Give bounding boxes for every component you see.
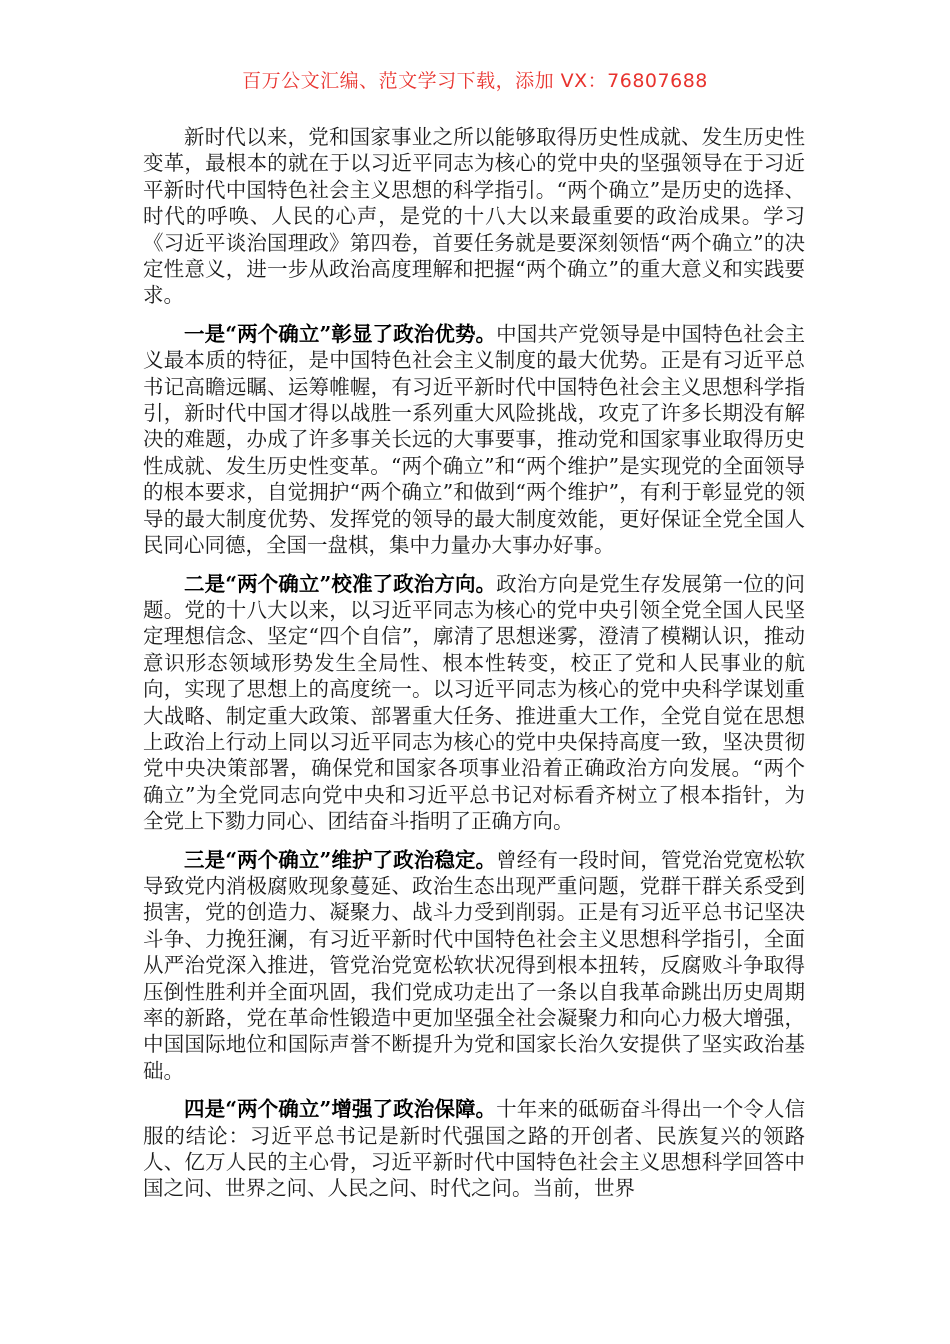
paragraph-lead: 四是“两个确立”增强了政治保障。 bbox=[184, 1097, 497, 1122]
paragraph-lead: 二是“两个确立”校准了政治方向。 bbox=[184, 571, 497, 596]
document-body bbox=[143, 124, 805, 1214]
paragraph-text: 新时代以来，党和国家事业之所以能够取得历史性成就、发生历史性变革，最根本的就在于以习近平同志为核心的党中央的坚强领导在于习近平新时代中国特色社会主义思想的科学指引。“两个确立”是历史的选择、时代的呼唤、人民的心声，是党的十八大以来最重要的政治成果。学习《习近平谈治国理政》第四卷，首要任务就是要深刻领悟“两个确立”的决定性意义，进一步从政治高度理解和把握“两个确立”的重大意义和实践要求。 bbox=[143, 125, 805, 308]
paragraph-text: 十年来的砥砺奋斗得出一个令人信服的结论：习近平总书记是新时代强国之路的开创者、民族复兴的领路人、亿万人民的主心骨，习近平新时代中国特色社会主义思想科学回答中国之问、世界之问、人民之问、时代之问。当前，世界 bbox=[143, 1097, 805, 1201]
paragraph-text: 政治方向是党生存发展第一位的问题。党的十八大以来，以习近平同志为核心的党中央引领全党全国人民坚定理想信念、坚定“四个自信”，廓清了思想迷雾，澄清了模糊认识，推动意识形态领域形势发生全局性、根本性转变，校正了党和人民事业的航向，实现了思想上的高度统一。以习近平同志为核心的党中央科学谋划重大战略、制定重大政策、部署重大任务、推进重大工作，全党自觉在思想上政治上行动上同以习近平同志为核心的党中央保持高度一致，坚决贯彻党中央决策部署，确保党和国家各项事业沿着正确政治方向发展。“两个确立”为全党同志向党中央和习近平总书记对标看齐树立了根本指针，为全党上下勠力同心、团结奋斗指明了正确方向。 bbox=[143, 571, 805, 834]
paragraph-lead: 一是“两个确立”彰显了政治优势。 bbox=[184, 321, 497, 346]
paragraph-intro bbox=[143, 124, 805, 309]
paragraph-point-1 bbox=[143, 321, 805, 559]
paragraph-point-3 bbox=[143, 847, 805, 1085]
paragraph-point-4 bbox=[143, 1096, 805, 1202]
watermark-header: 百万公文汇编、范文学习下载，添加 VX：76807688 bbox=[242, 70, 708, 92]
paragraph-point-2 bbox=[143, 571, 805, 835]
paragraph-text: 曾经有一段时间，管党治党宽松软导致党内消极腐败现象蔓延、政治生态出现严重问题，党群干群关系受到损害，党的创造力、凝聚力、战斗力受到削弱。正是有习近平总书记坚决斗争、力挽狂澜，有习近平新时代中国特色社会主义思想科学指引，全面从严治党深入推进，管党治党宽松软状况得到根本扭转，反腐败斗争取得压倒性胜利并全面巩固，我们党成功走出了一条以自我革命跳出历史周期率的新路，党在革命性锻造中更加坚强全社会凝聚力和向心力极大增强，中国国际地位和国际声誉不断提升为党和国家长治久安提供了坚实政治基础。 bbox=[143, 847, 805, 1083]
paragraph-lead: 三是“两个确立”维护了政治稳定。 bbox=[184, 847, 497, 872]
paragraph-text: 中国共产党领导是中国特色社会主义最本质的特征，是中国特色社会主义制度的最大优势。正是有习近平总书记高瞻远瞩、运筹帷幄，有习近平新时代中国特色社会主义思想科学指引，新时代中国才得以战胜一系列重大风险挑战，攻克了许多长期没有解决的难题，办成了许多事关长远的大事要事，推动党和国家事业取得历史性成就、发生历史性变革。“两个确立”和“两个维护”是实现党的全面领导的根本要求，自觉拥护“两个确立”和做到“两个维护”，有利于彰显党的领导的最大制度优势、发挥党的领导的最大制度效能，更好保证全党全国人民同心同德，全国一盘棋，集中力量办大事办好事。 bbox=[143, 321, 805, 558]
